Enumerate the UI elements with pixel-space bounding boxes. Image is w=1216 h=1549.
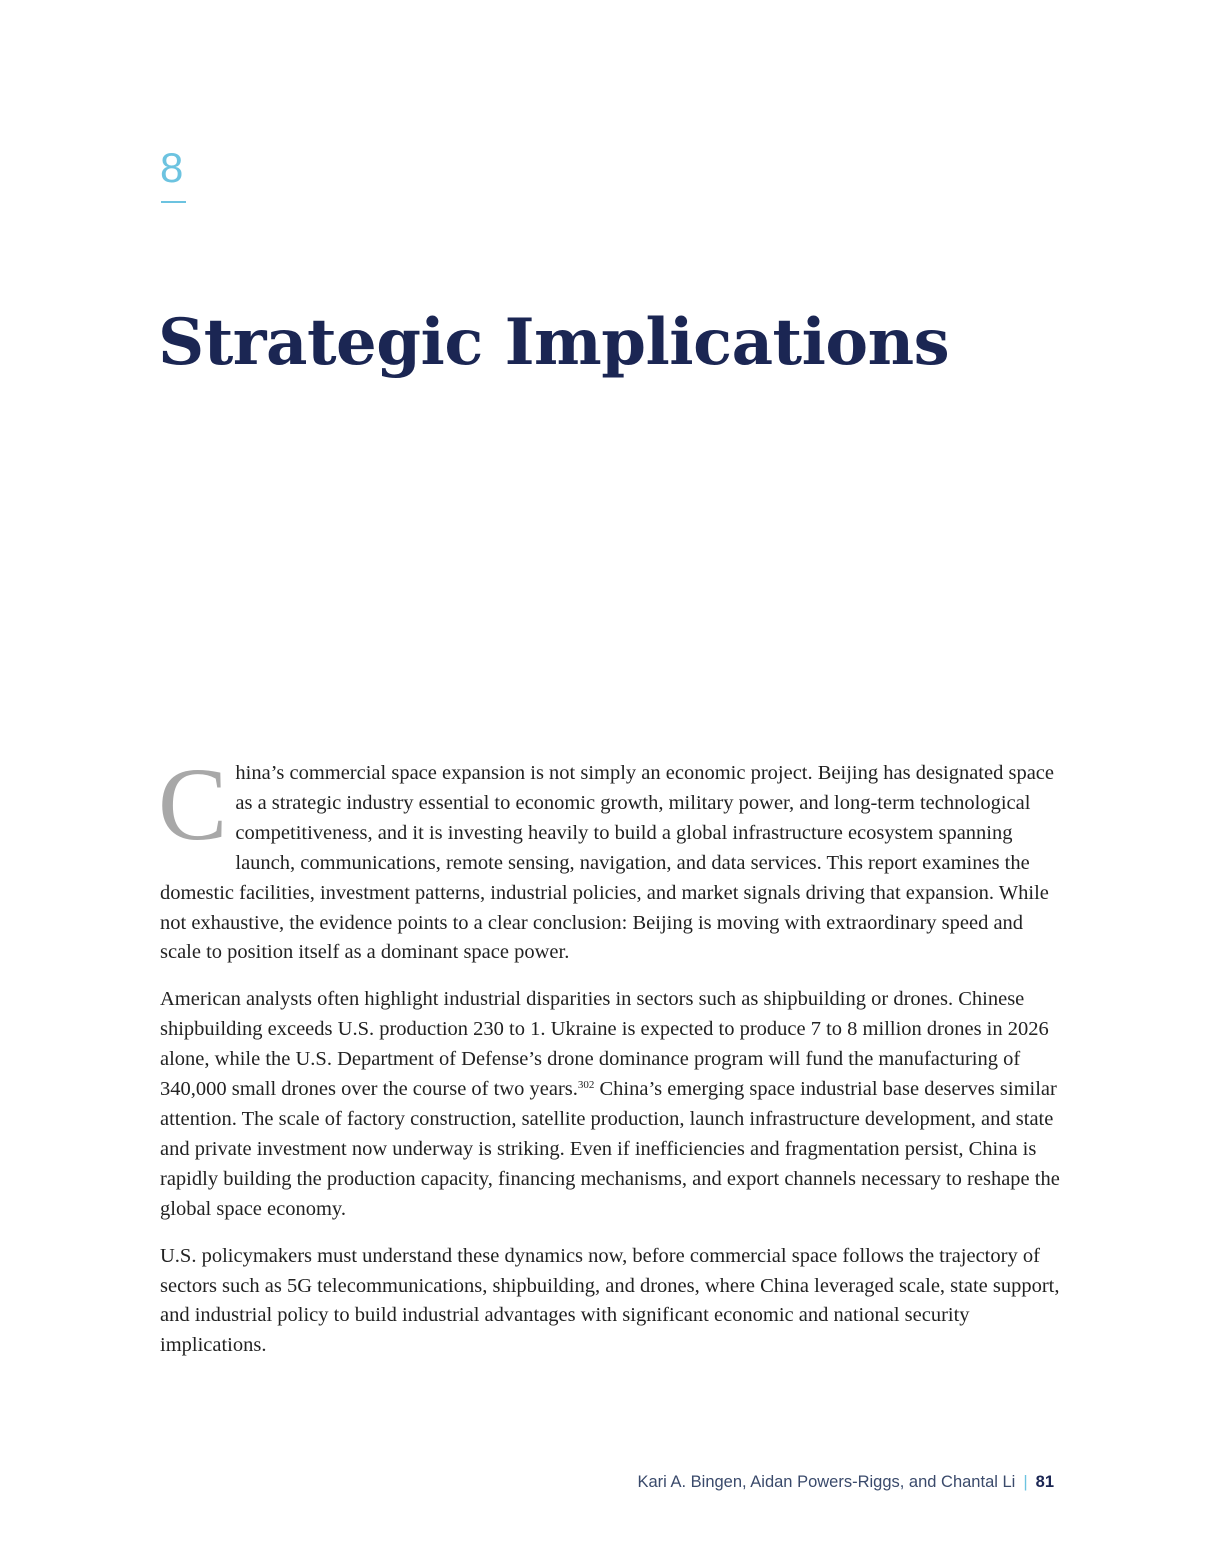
paragraph-policy-text: U.S. policymakers must understand these dynamics now, before commercial space follows the trajectory of sectors such as 5G telecommunications, shipbuilding, and drones, where China leveraged scale, state support, and industrial policy to build industrial advantages with significant economic and national security implications. <box>160 1244 1060 1357</box>
paragraph-intro <box>158 747 1060 968</box>
chapter-number: 8 <box>160 144 184 191</box>
body-text <box>158 747 1060 1378</box>
drop-cap: C <box>158 747 228 862</box>
footer-authors: Kari A. Bingen, Aidan Powers-Riggs, and Chantal Li <box>637 1473 1016 1491</box>
paragraph-intro-text: hina’s commercial space expansion is not simply an economic project. Beijing has designated space as a strategic industry essential to economic growth, military power, and long-term technological competitiveness, and it is investing heavily to build a global infrastructure ecosystem spanning launch, communications, remote sensing, navigation, and data services. This report examines the domestic facilities, investment patterns, industrial policies, and market signals driving that expansion. While not exhaustive, the evidence points to a clear conclusion: Beijing is moving with extraordinary speed and scale to position itself as a dominant space power. <box>160 762 1055 964</box>
chapter-number-underline <box>161 201 186 203</box>
paragraph-policy-conclusion <box>160 1242 1060 1362</box>
footnote-reference[interactable]: 302 <box>577 1079 595 1092</box>
footer-separator: | <box>1023 1473 1028 1491</box>
paragraph-text-before-footnote: American analysts often highlight industrial disparities in sectors such as shipbuilding or drones. Chinese shipbuilding exceeds U.S. production 230 to 1. Ukraine is expected to produce 7 to 8 million drones in 2026 alone, while the U.S. Department of Defense’s drone dominance program will fund the manufacturing of 340,000 small drones over the course of two years. <box>160 988 1049 1101</box>
page-number: 81 <box>1035 1473 1054 1491</box>
paragraph-text-after-footnote: China’s emerging space industrial base deserves similar attention. The scale of factory construction, satellite production, launch infrastructure development, and state and private investment now underway is striking. Even if inefficiencies and fragmentation persist, China is rapidly building the production capacity, financing mechanisms, and export channels necessary to reshape the global space economy. <box>160 1078 1060 1220</box>
page-footer <box>637 1469 1054 1495</box>
chapter-title: Strategic Implications <box>158 305 950 380</box>
paragraph-industrial-disparities <box>160 985 1060 1224</box>
